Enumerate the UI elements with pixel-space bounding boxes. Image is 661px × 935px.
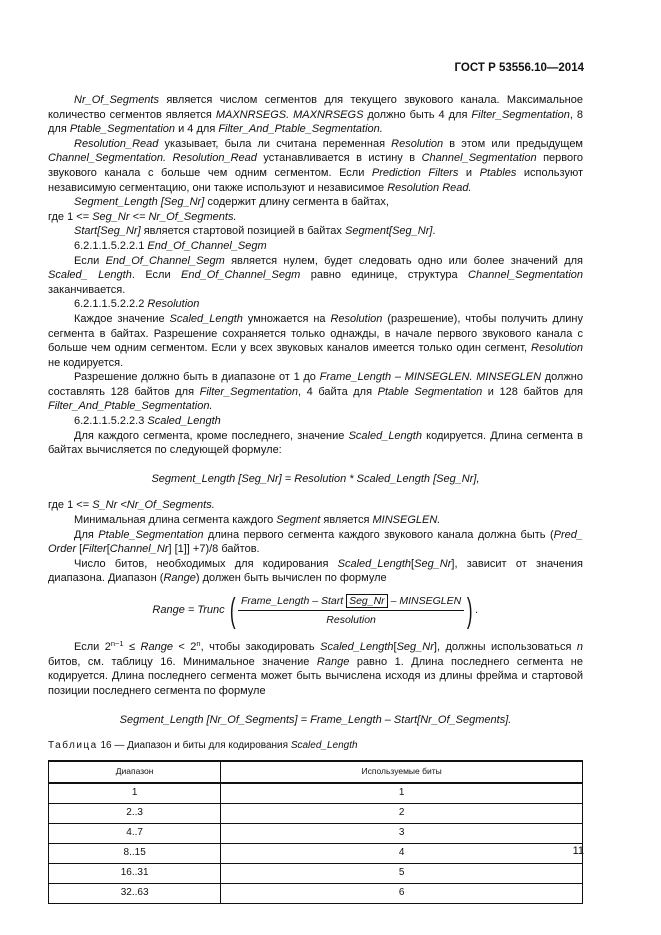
fraction <box>238 594 464 627</box>
paragraph-resolution-range: Разрешение должно быть в диапазоне от 1 до Frame_Length – MINSEGLEN. MINSEGLEN должно составлять 128 байтов для Filter_Segmentation, 4 байта для Ptable Segmentation и 128 байтов для Filter_And_Ptable_Segmentation. <box>48 371 583 413</box>
range-cell: 4..7 <box>49 823 221 843</box>
section-heading-scaled-length: 6.2.1.1.5.2.2.3 Scaled_Length <box>74 415 221 428</box>
paragraph-start: Start[Seg_Nr] является стартовой позицией в байтах Segment[Seg_Nr]. <box>74 225 436 238</box>
paragraph-seg-nr-range: где 1 <= Seg_Nr <= Nr_Of_Segments. <box>48 210 237 223</box>
bits-cell: 2 <box>221 803 583 823</box>
page-number: 11 <box>572 845 584 857</box>
table-row <box>49 843 583 863</box>
table-row <box>49 883 583 903</box>
fraction-numerator: Frame_Length – Start Seg_Nr – MINSEGLEN <box>238 594 464 611</box>
range-cell: 8..15 <box>49 843 221 863</box>
table-row <box>49 783 583 804</box>
range-bits-table <box>48 760 583 904</box>
column-header-range: Диапазон <box>49 761 221 783</box>
bits-cell: 6 <box>221 883 583 903</box>
paragraph-bits-range: Число битов, необходимых для кодирования Scaled_Length[Seg_Nr], зависит от значения диапазона. Диапазон (Range) должен быть вычислен по формуле <box>48 557 583 585</box>
range-cell: 16..31 <box>49 863 221 883</box>
table-row <box>49 803 583 823</box>
paragraph-minseglen: Минимальная длина сегмента каждого Segment является MINSEGLEN. <box>74 514 441 527</box>
paragraph-nr-of-segments: Nr_Of_Segments является числом сегментов для текущего звукового канала. Максимальное количество сегментов является MAXNRSEGS. MAXNRSEGS должно быть 4 для Filter_Segmentation, 8 для Ptable_Segmentation и 4 для Filter_And_Ptable_Segmentation. <box>48 94 583 136</box>
document-standard-header: ГОСТ Р 53556.10—2014 <box>454 62 584 74</box>
document-body <box>48 93 583 904</box>
formula-range-lhs: Range = Trunc <box>152 604 225 617</box>
paragraph-segment-length: Segment_Length [Seg_Nr] содержит длину сегмента в байтах, <box>74 196 389 209</box>
range-cell: 2..3 <box>49 803 221 823</box>
bits-cell: 5 <box>221 863 583 883</box>
section-heading-end-of-channel-segm: 6.2.1.1.5.2.2.1 End_Of_Channel_Segm <box>74 239 267 252</box>
paragraph-end-of-channel-segm: Если End_Of_Channel_Segm является нулем, будет следовать одно или более значений для Scaled_ Length. Если End_Of_Channel_Segm равно единице, структура Channel_Segmentation заканчивается. <box>48 254 584 296</box>
formula-range-end: . <box>475 604 479 617</box>
paragraph-resolution-read: Resolution_Read указывает, была ли считана переменная Resolution в этом или предыдущем Channel_Segmentation. Resolution_Read устанавливается в истину в Channel_Segmentation первого звукового канала с больше чем одним сегментом. Если Prediction Filters и Ptables используют независимую сегментацию, они также используют и независимое Resolution Read. <box>48 137 584 194</box>
paragraph-resolution: Каждое значение Scaled_Length умножается на Resolution (разрешение), чтобы получить длину сегмента в байтах. Разрешение сохраняется только однажды, в начале первого звукового канала с больше чем одним сегментом. Если у всех звуковых каналов имеется только один сегмент, Resolution не кодируется. <box>48 312 583 369</box>
paragraph-scaled-length: Для каждого сегмента, кроме последнего, значение Scaled_Length кодируется. Длина сегмента в байтах вычисляется по следующей формуле: <box>48 429 584 457</box>
range-cell: 32..63 <box>49 883 221 903</box>
table-row <box>49 863 583 883</box>
formula-segment-length: Segment_Length [Seg_Nr] = Resolution * Scaled_Length [Seg_Nr], <box>151 472 480 485</box>
bits-cell: 1 <box>221 783 583 804</box>
paragraph-range-bits: Если $2^{n-1}$ ≤ Range < $2^n$, чтобы закодировать Scaled_Length[Seg_Nr], должны использоваться n битов, см. таблицу 16. Минимальное значение Range равно 1. Длина последнего сегмента не кодируется. Длина последнего сегмента может быть вычислена исходя из длины фрейма и стартовой позиции последнего сегмента по формуле <box>48 639 584 697</box>
paragraph-ptable-segmentation: Для Ptable_Segmentation длина первого сегмента каждого звукового канала должна быть (Pred_ Order [Filter[Channel_Nr] [1]] +7)/8 байтов. <box>48 528 583 556</box>
right-paren: ) <box>467 591 473 630</box>
fraction-denominator: Resolution <box>326 613 376 626</box>
column-header-bits: Используемые биты <box>221 761 583 783</box>
section-heading-resolution: 6.2.1.1.5.2.2.2 Resolution <box>74 298 200 311</box>
bits-cell: 4 <box>221 843 583 863</box>
formula-last-segment-length: Segment_Length [Nr_Of_Segments] = Frame_Length – Start[Nr_Of_Segments]. <box>119 713 512 726</box>
table-header-row <box>49 761 583 783</box>
table-row <box>49 823 583 843</box>
paragraph-s-nr-range: где 1 <= S_Nr <Nr_Of_Segments. <box>48 499 215 512</box>
left-paren: ( <box>229 591 236 630</box>
bits-cell: 3 <box>221 823 583 843</box>
range-cell: 1 <box>49 783 221 804</box>
formula-range <box>48 591 583 630</box>
table-caption: Таблица 16 — Диапазон и биты для кодирования Scaled_Length <box>48 740 358 752</box>
